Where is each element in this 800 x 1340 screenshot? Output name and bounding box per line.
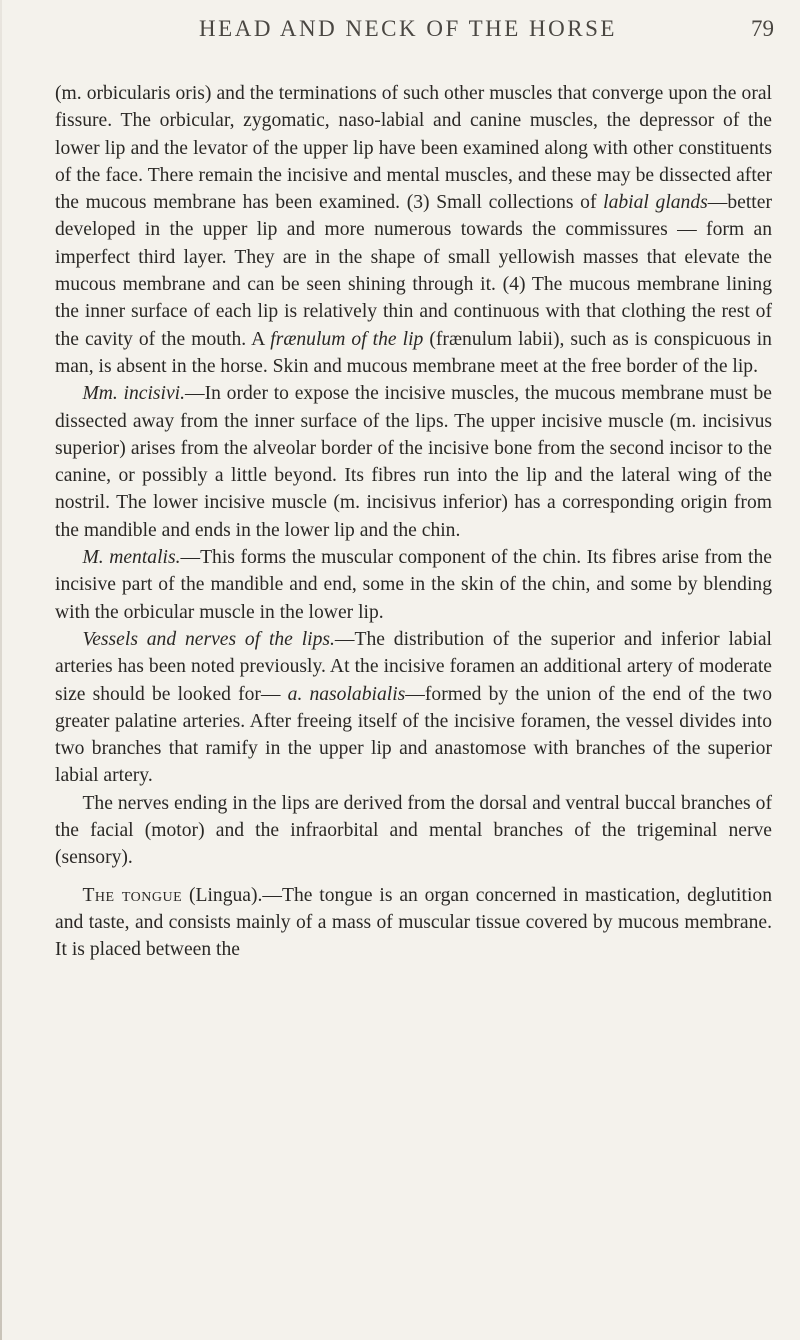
page-gutter-shadow [0, 0, 2, 1340]
text-run: —formed by the union of the end of the two greater palatine arteries. After freeing itself of the incisive foramen, the vessel divides into two branches that ramify in the upper lip and anastomose with branches of the superior labial artery. [55, 683, 772, 787]
term-vessels-nerves: Vessels and nerves of the lips. [82, 628, 335, 650]
section-heading-tongue: The tongue [82, 884, 183, 906]
term-mentalis: M. mentalis. [82, 547, 181, 569]
paragraph-mentalis [55, 544, 772, 626]
page-number: 79 [751, 16, 774, 41]
text-run: —better developed in the upper lip and more numerous towards the commissures — form an imperfect third layer. They are in the shape of small yellowish masses that elevate the mucous membrane and can be seen shining through it. (4) The mucous membrane lining the inner surface of each lip is relatively thin and continuous with that clothing the rest of the cavity of the mouth. A [55, 192, 772, 350]
paragraph-labial-glands [55, 80, 772, 380]
running-title: HEAD AND NECK OF THE HORSE [199, 16, 617, 41]
term-nasolabialis: a. nasolabialis [287, 683, 406, 705]
term-fraenulum: frænulum of the lip [270, 328, 424, 350]
body-text [55, 80, 772, 964]
paragraph-tongue [55, 882, 772, 964]
term-incisivi: Mm. incisivi. [82, 383, 186, 405]
term-labial-glands: labial glands [603, 192, 708, 214]
running-head [42, 16, 774, 56]
paragraph-incisivi [55, 380, 772, 544]
text-run: (m. orbicularis oris) and the terminations of such other muscles that converge upon the oral fissure. The orbicular, zygomatic, naso-labial and canine muscles, the depressor of the lower lip and the levator of the upper lip have been examined along with other constituents of the face. There remain the incisive and mental muscles, and these may be dissected after the mucous membrane has been examined. (3) Small collections of [55, 83, 772, 214]
text-run: (Lingua).—The tongue is an organ concerned in mastication, deglutition and taste, and consists mainly of a mass of muscular tissue covered by mucous membrane. It is placed between the [55, 884, 772, 961]
text-run: —This forms the muscular component of the chin. Its fibres arise from the incisive part of the mandible and end, some in the skin of the chin, and some by blending with the orbicular muscle in the lower lip. [55, 547, 772, 623]
text-run: —The distribution of the superior and inferior labial arteries has been noted previously. At the incisive foramen an additional artery of moderate size should be looked for— [55, 628, 772, 705]
paragraph-nerves-lips [55, 790, 772, 872]
text-run: The nerves ending in the lips are derived from the dorsal and ventral buccal branches of the facial (motor) and the infraorbital and mental branches of the trigeminal nerve (sensory). [55, 792, 772, 869]
text-run: (frænulum labii), such as is conspicuous in man, is absent in the horse. Skin and mucous membrane meet at the free border of the lip. [55, 328, 772, 377]
paragraph-vessels-nerves [55, 626, 772, 790]
text-run: —In order to expose the incisive muscles, the mucous membrane must be dissected away from the inner surface of the lips. The upper incisive muscle (m. incisivus superior) arises from the alveolar border of the incisive bone from the second incisor to the canine, or possibly a little beyond. Its fibres run into the lip and the lateral wing of the nostril. The lower incisive muscle (m. incisivus inferior) has a corresponding origin from the mandible and ends in the lower lip and the chin. [55, 383, 772, 541]
